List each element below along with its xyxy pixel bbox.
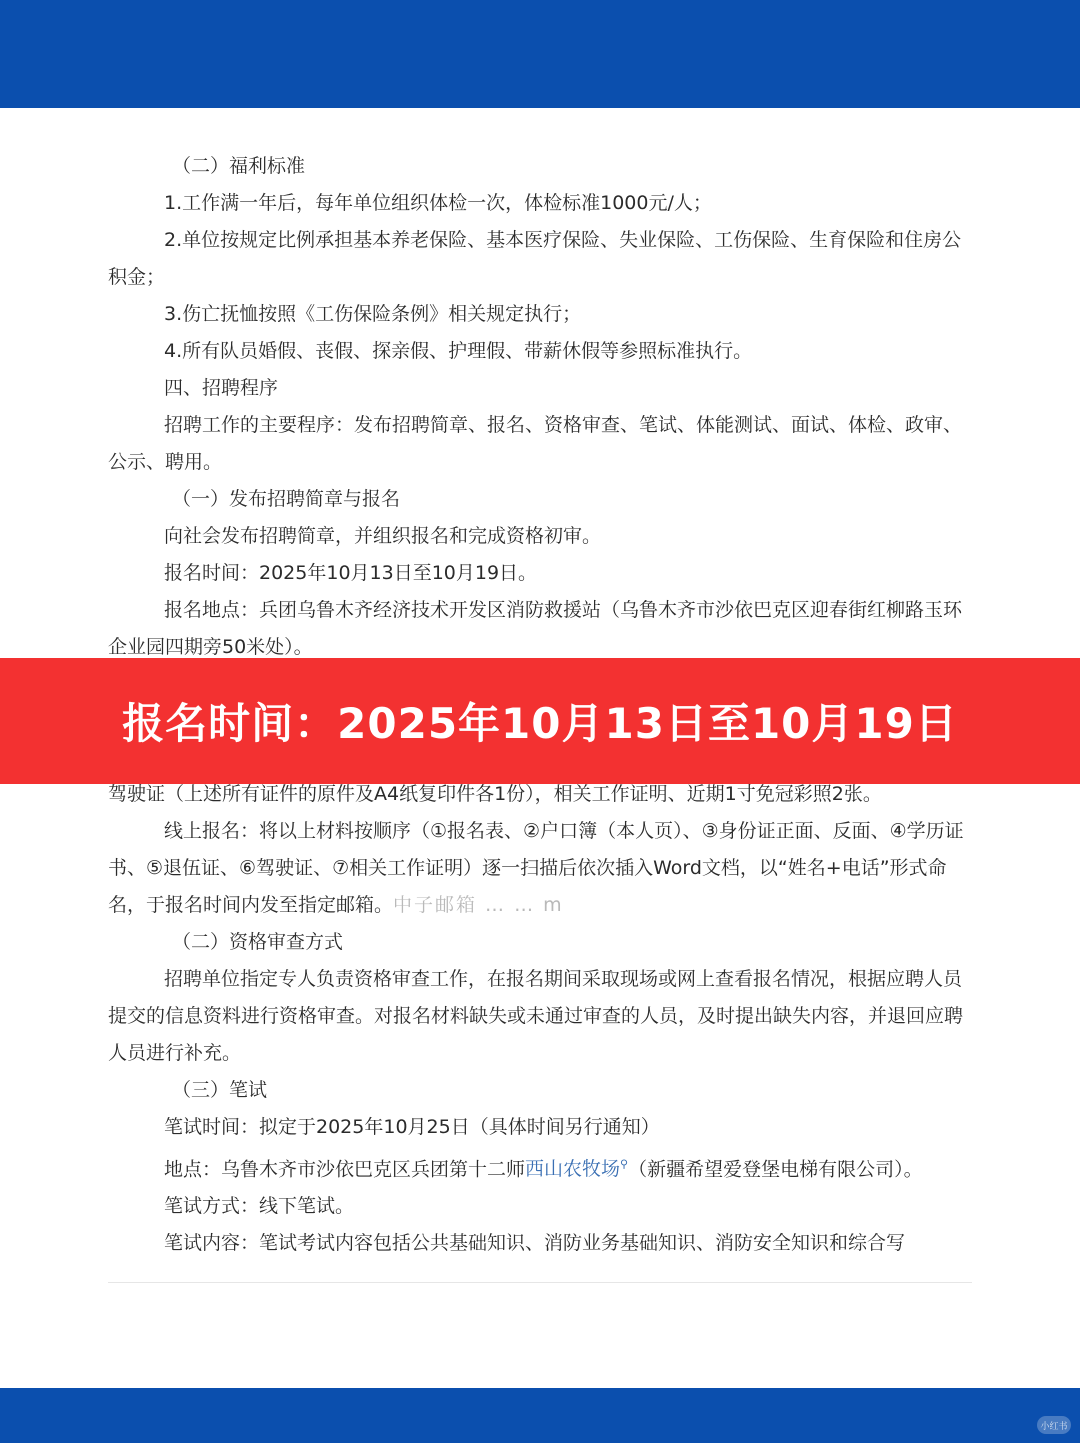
email-fragment: 中子邮箱 … … m [393,894,564,916]
location-link[interactable]: 西山农牧场⚲ [525,1158,629,1181]
document-section-welfare-and-procedure [108,148,968,666]
paragraph-10: 报名地点：兵团乌鲁木齐经济技术开发区消防救援站（乌鲁木齐市沙依巴克区迎春街红柳路玉环企业园四期旁50米处）。 [108,599,963,658]
written-exam-content: 笔试内容：笔试考试内容包括公共基础知识、消防业务基础知识、消防安全知识和综合写 [164,1232,906,1255]
document-section-registration-and-exam [108,776,968,1262]
top-blue-band [0,0,1080,108]
paragraph-7: （一）发布招聘简章与报名 [172,488,401,510]
paragraph-0: （二）福利标准 [172,155,306,177]
paragraph-8: 向社会发布招聘简章，并组织报名和完成资格初审。 [164,525,602,547]
banner-text: 报名时间：2025年10月13日至10月19日 [122,699,958,748]
search-icon: ⚲ [620,1158,629,1171]
paragraph-5: 四、招聘程序 [164,377,279,399]
paragraph-6: 招聘工作的主要程序：发布招聘简章、报名、资格审查、笔试、体能测试、面试、体检、政审、公示、聘用。 [108,414,963,473]
paragraph-9: 报名时间：2025年10月13日至10月19日。 [164,562,538,584]
paragraph-4: 4.所有队员婚假、丧假、探亲假、护理假、带薪休假等参照标准执行。 [164,340,753,362]
heading-qualification-review: （二）资格审查方式 [172,931,344,953]
qualification-review-paragraph: 招聘单位指定专人负责资格审查工作，在报名期间采取现场或网上查看报名情况，根据应聘人员提交的信息资料进行资格审查。对报名材料缺失或未通过审查的人员，及时提出缺失内容，并退回应聘人员进行补充。 [108,968,964,1064]
paragraph-2: 2.单位按规定比例承担基本养老保险、基本医疗保险、失业保险、工伤保险、生育保险和住房公积金； [108,229,962,288]
paragraph-1: 1.工作满一年后，每年单位组织体检一次，体检标准1000元/人； [164,192,712,214]
bottom-blue-band [0,1388,1080,1443]
written-exam-location: 地点：乌鲁木齐市沙依巴克区兵团第十二师西山农牧场⚲（新疆希望爱登堡电梯有限公司）。 [164,1158,923,1181]
heading-written-exam: （三）笔试 [172,1079,268,1101]
registration-time-banner [0,658,1080,784]
paragraph-3: 3.伤亡抚恤按照《工伤保险条例》相关规定执行； [164,303,582,325]
partial-line: 驾驶证（上述所有证件的原件及A4纸复印件各1份），相关工作证明、近期1寸免冠彩照2张。 [108,783,882,805]
watermark-badge: 小红书 [1037,1416,1071,1434]
written-exam-time: 笔试时间：拟定于2025年10月25日（具体时间另行通知） [164,1116,660,1138]
written-exam-method: 笔试方式：线下笔试。 [164,1195,355,1218]
online-registration-paragraph: 线上报名：将以上材料按顺序（①报名表、②户口簿（本人页）、③身份证正面、反面、④学历证书、⑤退伍证、⑥驾驶证、⑦相关工作证明）逐一扫描后依次插入Word文档，以“姓名+电话”形式命名，于报名时间内发至指定邮箱。中子邮箱 … … m [108,820,964,916]
page-divider [108,1282,972,1283]
